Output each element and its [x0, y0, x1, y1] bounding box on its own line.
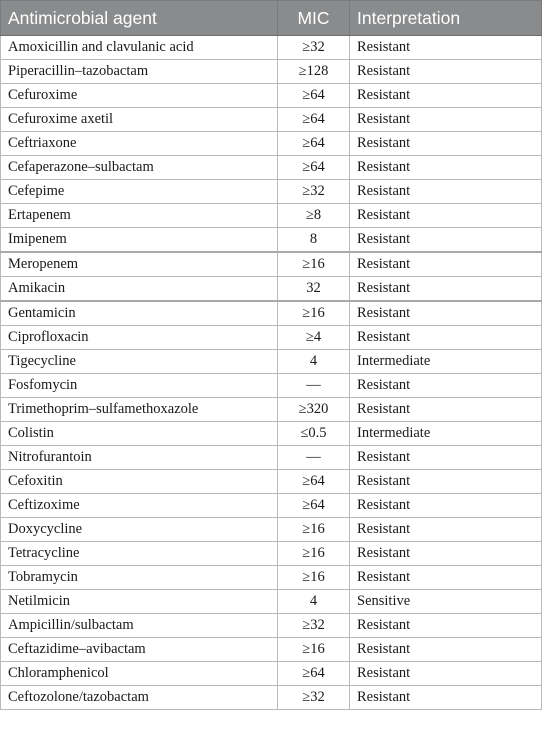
table-row: [1, 252, 542, 277]
cell-interpretation: Resistant: [350, 84, 542, 108]
cell-mic: ≥64: [278, 470, 350, 494]
cell-interpretation: Intermediate: [350, 422, 542, 446]
cell-agent: Netilmicin: [1, 590, 278, 614]
cell-agent: Doxycycline: [1, 518, 278, 542]
cell-interpretation: Resistant: [350, 638, 542, 662]
cell-agent: Tigecycline: [1, 350, 278, 374]
cell-mic: ≥32: [278, 614, 350, 638]
cell-agent: Cefepime: [1, 180, 278, 204]
cell-mic: 4: [278, 590, 350, 614]
cell-agent: Amikacin: [1, 277, 278, 302]
table-row: [1, 301, 542, 326]
cell-agent: Ceftriaxone: [1, 132, 278, 156]
cell-mic: ≥16: [278, 638, 350, 662]
cell-agent: Cefoxitin: [1, 470, 278, 494]
cell-mic: ≥4: [278, 326, 350, 350]
cell-agent: Ceftozolone/tazobactam: [1, 686, 278, 710]
header-mic: MIC: [278, 1, 350, 36]
cell-interpretation: Resistant: [350, 470, 542, 494]
table-row: [1, 132, 542, 156]
cell-agent: Ampicillin/sulbactam: [1, 614, 278, 638]
cell-agent: Trimethoprim–sulfamethoxazole: [1, 398, 278, 422]
cell-mic: ≥16: [278, 566, 350, 590]
cell-mic: —: [278, 374, 350, 398]
cell-mic: ≥16: [278, 252, 350, 277]
table-row: [1, 566, 542, 590]
table-row: [1, 108, 542, 132]
cell-mic: ≥32: [278, 686, 350, 710]
cell-agent: Cefaperazone–sulbactam: [1, 156, 278, 180]
cell-mic: ≥320: [278, 398, 350, 422]
table-row: [1, 470, 542, 494]
table-row: [1, 542, 542, 566]
cell-agent: Ciprofloxacin: [1, 326, 278, 350]
cell-interpretation: Resistant: [350, 398, 542, 422]
header-antimicrobial-agent: Antimicrobial agent: [1, 1, 278, 36]
cell-mic: ≥64: [278, 84, 350, 108]
cell-interpretation: Resistant: [350, 662, 542, 686]
cell-interpretation: Resistant: [350, 446, 542, 470]
cell-mic: ≥8: [278, 204, 350, 228]
header-row: [1, 1, 542, 36]
table-row: [1, 326, 542, 350]
cell-interpretation: Resistant: [350, 108, 542, 132]
cell-interpretation: Intermediate: [350, 350, 542, 374]
cell-interpretation: Resistant: [350, 156, 542, 180]
table-row: [1, 446, 542, 470]
cell-mic: ≥32: [278, 36, 350, 60]
table-row: [1, 518, 542, 542]
cell-mic: ≤0.5: [278, 422, 350, 446]
table-row: [1, 494, 542, 518]
cell-interpretation: Resistant: [350, 180, 542, 204]
cell-interpretation: Resistant: [350, 60, 542, 84]
cell-mic: ≥16: [278, 301, 350, 326]
cell-mic: ≥64: [278, 494, 350, 518]
cell-agent: Fosfomycin: [1, 374, 278, 398]
cell-mic: ≥32: [278, 180, 350, 204]
cell-agent: Amoxicillin and clavulanic acid: [1, 36, 278, 60]
cell-mic: ≥128: [278, 60, 350, 84]
cell-interpretation: Resistant: [350, 518, 542, 542]
cell-interpretation: Resistant: [350, 542, 542, 566]
cell-interpretation: Resistant: [350, 36, 542, 60]
cell-agent: Tetracycline: [1, 542, 278, 566]
cell-interpretation: Resistant: [350, 228, 542, 253]
cell-agent: Piperacillin–tazobactam: [1, 60, 278, 84]
cell-mic: ≥16: [278, 542, 350, 566]
cell-mic: ≥64: [278, 108, 350, 132]
cell-interpretation: Resistant: [350, 374, 542, 398]
table-row: [1, 614, 542, 638]
table-row: [1, 180, 542, 204]
cell-agent: Gentamicin: [1, 301, 278, 326]
table-row: [1, 228, 542, 253]
cell-mic: ≥16: [278, 518, 350, 542]
cell-interpretation: Resistant: [350, 614, 542, 638]
cell-interpretation: Resistant: [350, 277, 542, 302]
cell-agent: Chloramphenicol: [1, 662, 278, 686]
cell-agent: Colistin: [1, 422, 278, 446]
cell-interpretation: Resistant: [350, 132, 542, 156]
cell-mic: 8: [278, 228, 350, 253]
table-row: [1, 350, 542, 374]
table-row: [1, 638, 542, 662]
table-row: [1, 36, 542, 60]
table-row: [1, 662, 542, 686]
cell-mic: 32: [278, 277, 350, 302]
cell-interpretation: Sensitive: [350, 590, 542, 614]
table-row: [1, 156, 542, 180]
cell-interpretation: Resistant: [350, 204, 542, 228]
table-body: [1, 36, 542, 710]
table-row: [1, 590, 542, 614]
cell-mic: ≥64: [278, 662, 350, 686]
table-row: [1, 60, 542, 84]
cell-mic: ≥64: [278, 132, 350, 156]
cell-interpretation: Resistant: [350, 566, 542, 590]
cell-mic: 4: [278, 350, 350, 374]
cell-agent: Imipenem: [1, 228, 278, 253]
table-row: [1, 686, 542, 710]
table-row: [1, 374, 542, 398]
cell-interpretation: Resistant: [350, 494, 542, 518]
cell-agent: Nitrofurantoin: [1, 446, 278, 470]
cell-interpretation: Resistant: [350, 301, 542, 326]
table-row: [1, 84, 542, 108]
cell-agent: Ceftazidime–avibactam: [1, 638, 278, 662]
cell-agent: Ceftizoxime: [1, 494, 278, 518]
cell-mic: ≥64: [278, 156, 350, 180]
table-row: [1, 277, 542, 302]
cell-agent: Meropenem: [1, 252, 278, 277]
table-row: [1, 204, 542, 228]
table-row: [1, 398, 542, 422]
cell-interpretation: Resistant: [350, 326, 542, 350]
header-interpretation: Interpretation: [350, 1, 542, 36]
cell-mic: —: [278, 446, 350, 470]
cell-interpretation: Resistant: [350, 686, 542, 710]
table-header: [1, 1, 542, 36]
cell-agent: Cefuroxime axetil: [1, 108, 278, 132]
cell-interpretation: Resistant: [350, 252, 542, 277]
cell-agent: Cefuroxime: [1, 84, 278, 108]
cell-agent: Ertapenem: [1, 204, 278, 228]
cell-agent: Tobramycin: [1, 566, 278, 590]
table-row: [1, 422, 542, 446]
